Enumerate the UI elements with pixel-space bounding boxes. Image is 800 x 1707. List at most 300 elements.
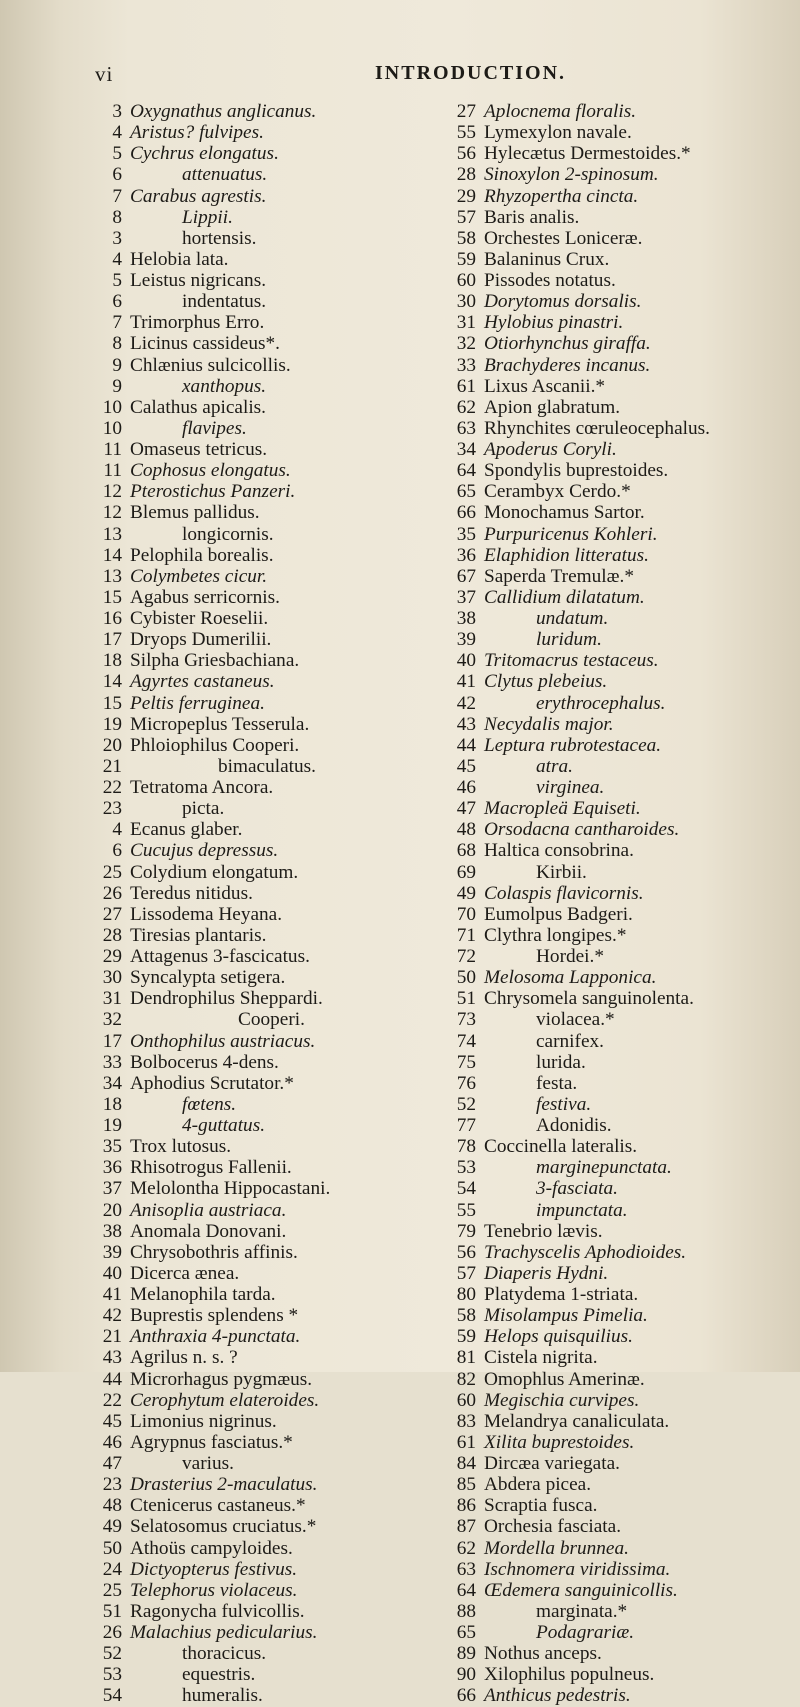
species-name: Helops quisquilius. xyxy=(484,1326,633,1348)
species-entry xyxy=(80,207,428,228)
entry-number: 6 xyxy=(112,291,122,313)
species-entry xyxy=(80,524,428,545)
entry-number: 41 xyxy=(102,1284,122,1305)
entry-number: 16 xyxy=(102,608,122,629)
species-name: Necydalis major. xyxy=(484,713,614,735)
species-entry xyxy=(80,333,428,354)
entry-number: 62 xyxy=(456,1537,476,1559)
species-entry xyxy=(80,862,428,883)
entry-number: 59 xyxy=(456,248,476,270)
species-name: Dorytomus dorsalis. xyxy=(484,291,642,313)
species-entry xyxy=(80,1622,428,1643)
species-name: Malachius pedicularius. xyxy=(130,1622,318,1643)
species-name: Adonidis. xyxy=(536,1115,612,1136)
species-name: Chlænius sulcicollis. xyxy=(130,354,291,376)
species-entry xyxy=(80,777,428,798)
species-entry xyxy=(434,439,794,460)
entry-number: 11 xyxy=(103,460,122,482)
entry-number: 25 xyxy=(102,1579,122,1601)
species-name: violacea.* xyxy=(536,1009,615,1031)
species-name: Kirbii. xyxy=(536,861,587,883)
species-name: Nothus anceps. xyxy=(484,1643,602,1665)
species-name: Helobia lata. xyxy=(130,248,229,270)
species-entry xyxy=(434,333,794,354)
species-entry xyxy=(80,1094,428,1115)
species-entry xyxy=(434,608,794,629)
entry-number: 60 xyxy=(456,270,476,291)
species-entry xyxy=(80,101,428,122)
species-name: Omophlus Amerinæ. xyxy=(484,1368,645,1390)
entry-number: 10 xyxy=(102,396,122,418)
species-name: Saperda Tremulæ.* xyxy=(484,565,634,587)
entry-number: 28 xyxy=(102,924,122,946)
species-entry xyxy=(434,291,794,312)
species-name: Lixus Ascanii.* xyxy=(484,375,606,397)
species-entry xyxy=(80,1305,428,1326)
entry-number: 19 xyxy=(102,1115,122,1136)
species-entry xyxy=(80,1432,428,1453)
entry-number: 21 xyxy=(102,1326,122,1348)
species-name: Misolampus Pimelia. xyxy=(484,1305,648,1327)
species-entry xyxy=(434,249,794,270)
species-name: marginepunctata. xyxy=(536,1157,672,1179)
species-name: Lippii. xyxy=(182,206,233,228)
entry-number: 48 xyxy=(102,1495,122,1517)
species-entry xyxy=(80,1031,428,1052)
entry-number: 34 xyxy=(102,1072,122,1094)
species-name: Megischia curvipes. xyxy=(484,1389,640,1411)
entry-number: 26 xyxy=(102,1622,122,1643)
species-entry xyxy=(434,1580,794,1601)
species-entry xyxy=(80,671,428,692)
entry-number: 43 xyxy=(456,713,476,735)
species-name: Cerambyx Cerdo.* xyxy=(484,481,631,503)
species-name: Hylobius pinastri. xyxy=(484,312,624,334)
species-name: Dryops Dumerilii. xyxy=(130,629,272,651)
species-entry xyxy=(434,1601,794,1622)
species-name: indentatus. xyxy=(182,291,267,313)
species-name: carnifex. xyxy=(536,1030,604,1052)
entry-number: 52 xyxy=(456,1093,476,1115)
species-name: luridum. xyxy=(536,629,602,651)
species-name: 3-fasciata. xyxy=(536,1178,618,1200)
entry-number: 55 xyxy=(456,122,476,144)
entry-number: 20 xyxy=(102,1199,122,1221)
entry-number: 17 xyxy=(102,1030,122,1052)
species-entry xyxy=(80,122,428,143)
species-entry xyxy=(80,270,428,291)
species-entry xyxy=(80,840,428,861)
species-name: Microrhagus pygmæus. xyxy=(130,1368,313,1390)
species-name: Agrilus n. s. ? xyxy=(130,1347,238,1369)
species-entry xyxy=(434,967,794,988)
species-entry xyxy=(434,1305,794,1326)
entry-number: 24 xyxy=(102,1558,122,1580)
entry-number: 27 xyxy=(102,903,122,925)
entry-number: 7 xyxy=(112,185,122,207)
entry-number: 77 xyxy=(456,1115,476,1136)
entry-number: 33 xyxy=(102,1051,122,1073)
species-name: Dendrophilus Sheppardi. xyxy=(130,988,323,1010)
entry-number: 23 xyxy=(102,1474,122,1496)
species-entry xyxy=(80,1242,428,1263)
species-name: Pterostichus Panzeri. xyxy=(130,481,296,503)
entry-number: 56 xyxy=(456,143,476,165)
species-entry xyxy=(434,1432,794,1453)
species-entry xyxy=(434,1200,794,1221)
species-entry xyxy=(434,1622,794,1643)
species-name: marginata.* xyxy=(536,1600,628,1622)
species-name: festiva. xyxy=(536,1093,592,1115)
species-entry xyxy=(80,1157,428,1178)
species-entry xyxy=(80,1390,428,1411)
species-entry xyxy=(80,143,428,164)
species-entry xyxy=(80,1115,428,1136)
entry-number: 23 xyxy=(102,798,122,820)
species-name: Hylecætus Dermestoides.* xyxy=(484,143,691,165)
entry-number: 8 xyxy=(112,333,122,355)
species-entry xyxy=(434,270,794,291)
species-name: Anthicus pedestris. xyxy=(484,1685,631,1707)
entry-number: 3 xyxy=(112,101,122,122)
species-entry xyxy=(80,693,428,714)
species-entry xyxy=(80,1411,428,1432)
species-name: Otiorhynchus giraffa. xyxy=(484,333,651,355)
entry-number: 80 xyxy=(456,1284,476,1305)
species-entry xyxy=(434,207,794,228)
species-entry xyxy=(80,798,428,819)
entry-number: 50 xyxy=(102,1537,122,1559)
species-entry xyxy=(80,883,428,904)
entry-number: 60 xyxy=(456,1389,476,1411)
species-name: Coccinella lateralis. xyxy=(484,1136,638,1158)
entry-number: 28 xyxy=(456,164,476,186)
species-entry xyxy=(80,439,428,460)
species-entry xyxy=(80,629,428,650)
species-name: Cychrus elongatus. xyxy=(130,143,279,165)
species-name: Athoüs campyloides. xyxy=(130,1537,293,1559)
species-entry xyxy=(434,904,794,925)
species-name: Rhyzopertha cincta. xyxy=(484,185,639,207)
entry-number: 44 xyxy=(456,734,476,756)
entry-number: 64 xyxy=(456,1579,476,1601)
species-entry xyxy=(80,819,428,840)
entry-number: 79 xyxy=(456,1220,476,1242)
entry-number: 51 xyxy=(456,988,476,1010)
species-name: Tetratoma Ancora. xyxy=(130,777,274,798)
species-entry xyxy=(80,1453,428,1474)
species-entry xyxy=(434,1516,794,1537)
species-entry xyxy=(80,1284,428,1305)
species-entry xyxy=(80,1474,428,1495)
entry-number: 40 xyxy=(456,650,476,672)
species-name: Orchesia fasciata. xyxy=(484,1516,622,1538)
species-name: picta. xyxy=(182,798,225,820)
entry-number: 18 xyxy=(102,650,122,672)
species-name: bimaculatus. xyxy=(218,755,316,777)
entry-number: 30 xyxy=(102,967,122,989)
species-name: Cooperi. xyxy=(238,1009,305,1031)
species-name: Clythra longipes.* xyxy=(484,924,627,946)
species-entry xyxy=(434,502,794,523)
species-entry xyxy=(434,186,794,207)
species-entry xyxy=(80,1685,428,1706)
entry-number: 67 xyxy=(456,565,476,587)
entry-number: 62 xyxy=(456,396,476,418)
species-entry xyxy=(434,524,794,545)
species-entry xyxy=(434,1411,794,1432)
entry-number: 8 xyxy=(112,206,122,228)
entry-number: 9 xyxy=(112,375,122,397)
entry-number: 48 xyxy=(456,819,476,841)
species-list-left xyxy=(80,101,428,1707)
entry-number: 12 xyxy=(102,481,122,503)
species-entry xyxy=(434,1242,794,1263)
running-title: INTRODUCTION. xyxy=(375,62,567,84)
entry-number: 42 xyxy=(456,692,476,714)
entry-number: 38 xyxy=(102,1220,122,1242)
species-entry xyxy=(434,1495,794,1516)
species-entry xyxy=(434,566,794,587)
entry-number: 7 xyxy=(112,312,122,334)
species-entry xyxy=(80,1643,428,1664)
species-entry xyxy=(434,545,794,566)
species-name: Monochamus Sartor. xyxy=(484,502,645,524)
entry-number: 19 xyxy=(102,713,122,735)
species-entry xyxy=(80,1495,428,1516)
species-name: Telephorus violaceus. xyxy=(130,1579,298,1601)
species-name: Balaninus Crux. xyxy=(484,248,610,270)
species-name: Elaphidion litteratus. xyxy=(484,544,649,566)
entry-number: 57 xyxy=(456,1262,476,1284)
entry-number: 26 xyxy=(102,882,122,904)
entry-number: 42 xyxy=(102,1305,122,1327)
species-entry xyxy=(80,1052,428,1073)
entry-number: 35 xyxy=(456,523,476,545)
species-name: Chrysobothris affinis. xyxy=(130,1241,298,1263)
species-name: Apion glabratum. xyxy=(484,396,621,418)
entry-number: 5 xyxy=(112,143,122,165)
entry-number: 6 xyxy=(112,840,122,862)
species-name: Leptura rubrotestacea. xyxy=(484,734,662,756)
species-name: Platydema 1-striata. xyxy=(484,1284,639,1305)
entry-number: 84 xyxy=(456,1453,476,1474)
species-entry xyxy=(80,1664,428,1685)
species-entry xyxy=(80,1601,428,1622)
species-entry xyxy=(434,164,794,185)
species-entry xyxy=(80,502,428,523)
species-entry xyxy=(434,693,794,714)
species-entry xyxy=(80,186,428,207)
species-name: festa. xyxy=(536,1072,578,1094)
species-entry xyxy=(80,397,428,418)
species-name: Podagrariæ. xyxy=(536,1622,635,1643)
species-name: Lissodema Heyana. xyxy=(130,903,283,925)
species-name: Orchestes Loniceræ. xyxy=(484,227,643,249)
entry-number: 47 xyxy=(456,798,476,820)
entry-number: 70 xyxy=(456,903,476,925)
species-name: Tiresias plantaris. xyxy=(130,924,267,946)
entry-number: 58 xyxy=(456,1305,476,1327)
species-entry xyxy=(80,249,428,270)
entry-number: 14 xyxy=(102,544,122,566)
species-entry xyxy=(434,101,794,122)
species-name: Dicerca ænea. xyxy=(130,1262,240,1284)
species-entry xyxy=(80,1009,428,1030)
entry-number: 4 xyxy=(112,122,122,144)
species-name: Agabus serricornis. xyxy=(130,586,280,608)
species-name: Peltis ferruginea. xyxy=(130,692,265,714)
species-name: undatum. xyxy=(536,608,609,629)
species-entry xyxy=(434,840,794,861)
species-entry xyxy=(434,1326,794,1347)
entry-number: 57 xyxy=(456,206,476,228)
entry-number: 87 xyxy=(456,1516,476,1538)
species-entry xyxy=(80,967,428,988)
species-name: Aplocnema floralis. xyxy=(484,101,637,122)
species-name: xanthopus. xyxy=(182,375,267,397)
entry-number: 15 xyxy=(102,692,122,714)
species-name: Melandrya canaliculata. xyxy=(484,1410,670,1432)
entry-number: 68 xyxy=(456,840,476,862)
entry-number: 25 xyxy=(102,861,122,883)
species-name: Sinoxylon 2-spinosum. xyxy=(484,164,659,186)
entry-number: 18 xyxy=(102,1093,122,1115)
species-name: Ecanus glaber. xyxy=(130,819,243,841)
entry-number: 66 xyxy=(456,1685,476,1707)
species-entry xyxy=(80,545,428,566)
species-entry xyxy=(80,608,428,629)
entry-number: 37 xyxy=(456,586,476,608)
species-entry xyxy=(434,355,794,376)
species-entry xyxy=(80,228,428,249)
species-name: Syncalypta setigera. xyxy=(130,967,286,989)
species-name: Chrysomela sanguinolenta. xyxy=(484,988,694,1010)
species-name: fœtens. xyxy=(182,1093,237,1115)
species-entry xyxy=(80,1516,428,1537)
species-name: Pelophila borealis. xyxy=(130,544,274,566)
species-name: Silpha Griesbachiana. xyxy=(130,650,300,672)
entry-number: 45 xyxy=(456,755,476,777)
entry-number: 10 xyxy=(102,417,122,439)
species-name: Anomala Donovani. xyxy=(130,1220,287,1242)
species-name: Blemus pallidus. xyxy=(130,502,260,524)
species-list-right xyxy=(434,101,794,1707)
species-entry xyxy=(434,1073,794,1094)
entry-number: 76 xyxy=(456,1072,476,1094)
species-name: Hordei.* xyxy=(536,946,605,967)
entry-number: 34 xyxy=(456,439,476,460)
entry-number: 75 xyxy=(456,1051,476,1073)
species-entry xyxy=(434,418,794,439)
entry-number: 90 xyxy=(456,1664,476,1686)
entry-number: 41 xyxy=(456,671,476,693)
species-name: Xilita buprestoides. xyxy=(484,1431,635,1453)
entry-number: 82 xyxy=(456,1368,476,1390)
species-name: Ischnomera viridissima. xyxy=(484,1558,671,1580)
entry-number: 43 xyxy=(102,1347,122,1369)
entry-number: 54 xyxy=(102,1685,122,1707)
entry-number: 71 xyxy=(456,924,476,946)
species-name: Phloiophilus Cooperi. xyxy=(130,734,300,756)
species-entry xyxy=(434,1643,794,1664)
species-entry xyxy=(80,460,428,481)
species-name: Trimorphus Erro. xyxy=(130,312,265,334)
species-entry xyxy=(434,946,794,967)
species-name: Anisoplia austriaca. xyxy=(130,1199,287,1221)
species-name: Cybister Roeselii. xyxy=(130,608,269,629)
entry-number: 22 xyxy=(102,1389,122,1411)
species-entry xyxy=(434,671,794,692)
entry-number: 69 xyxy=(456,861,476,883)
species-entry xyxy=(434,735,794,756)
species-name: Selatosomus cruciatus.* xyxy=(130,1516,317,1538)
species-name: Baris analis. xyxy=(484,206,580,228)
species-entry xyxy=(434,481,794,502)
entry-number: 6 xyxy=(112,164,122,186)
species-entry xyxy=(80,566,428,587)
species-entry xyxy=(80,756,428,777)
species-entry xyxy=(434,714,794,735)
species-entry xyxy=(434,1094,794,1115)
entry-number: 30 xyxy=(456,291,476,313)
entry-number: 81 xyxy=(456,1347,476,1369)
species-entry xyxy=(434,122,794,143)
species-name: Agrypnus fasciatus.* xyxy=(130,1431,293,1453)
entry-number: 36 xyxy=(102,1157,122,1179)
species-name: Bolbocerus 4-dens. xyxy=(130,1051,279,1073)
species-entry xyxy=(80,714,428,735)
entry-number: 3 xyxy=(112,227,122,249)
entry-number: 63 xyxy=(456,417,476,439)
species-name: Eumolpus Badgeri. xyxy=(484,903,633,925)
species-name: Ragonycha fulvicollis. xyxy=(130,1600,305,1622)
species-name: Leistus nigricans. xyxy=(130,270,267,291)
entry-number: 12 xyxy=(102,502,122,524)
species-name: impunctata. xyxy=(536,1199,628,1221)
species-name: Cistela nigrita. xyxy=(484,1347,598,1369)
entry-number: 4 xyxy=(112,819,122,841)
species-name: Anthraxia 4-punctata. xyxy=(130,1326,301,1348)
species-entry xyxy=(434,883,794,904)
species-name: Buprestis splendens * xyxy=(130,1305,299,1327)
species-name: erythrocephalus. xyxy=(536,692,666,714)
entry-number: 39 xyxy=(102,1241,122,1263)
entry-number: 11 xyxy=(103,439,122,460)
entry-number: 73 xyxy=(456,1009,476,1031)
entry-number: 58 xyxy=(456,227,476,249)
species-name: Onthophilus austriacus. xyxy=(130,1030,316,1052)
species-name: Melosoma Lapponica. xyxy=(484,967,657,989)
species-name: varius. xyxy=(182,1453,234,1474)
species-entry xyxy=(434,1009,794,1030)
species-entry xyxy=(434,1685,794,1706)
species-name: Macropleä Equiseti. xyxy=(484,798,641,820)
species-entry xyxy=(434,228,794,249)
entry-number: 40 xyxy=(102,1262,122,1284)
species-name: Tritomacrus testaceus. xyxy=(484,650,659,672)
entry-number: 39 xyxy=(456,629,476,651)
entry-number: 37 xyxy=(102,1178,122,1200)
species-name: flavipes. xyxy=(182,417,247,439)
species-name: Micropeplus Tesserula. xyxy=(130,713,310,735)
species-entry xyxy=(434,1263,794,1284)
species-entry xyxy=(80,1559,428,1580)
species-name: Pissodes notatus. xyxy=(484,270,616,291)
species-entry xyxy=(434,1347,794,1368)
species-entry xyxy=(434,397,794,418)
species-entry xyxy=(434,650,794,671)
